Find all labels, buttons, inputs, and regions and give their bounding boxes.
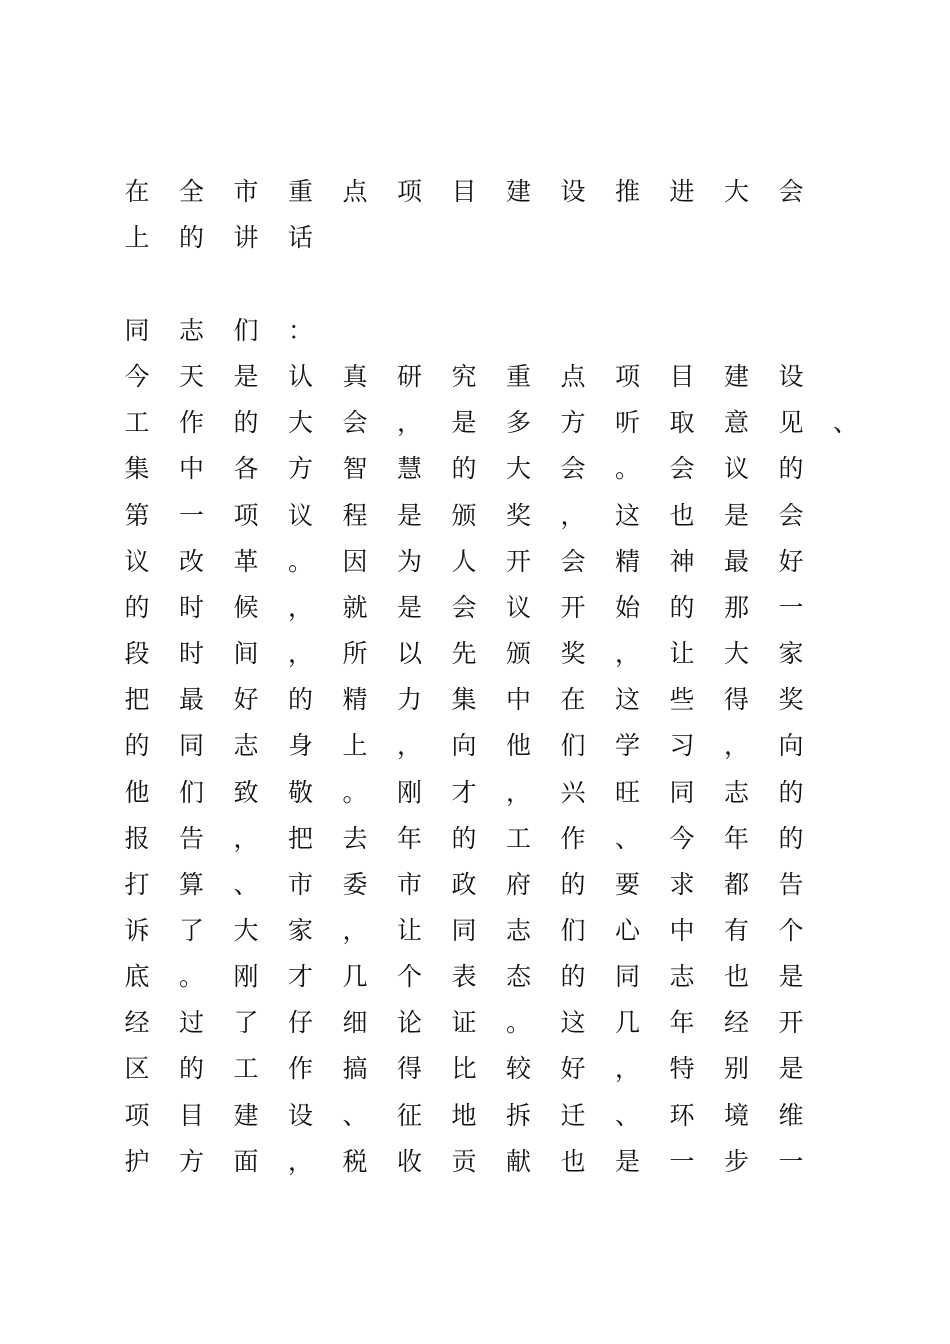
text-char: 上 <box>124 223 150 252</box>
text-char: 别 <box>723 1054 749 1083</box>
text-char: 是 <box>614 1147 640 1176</box>
text-char: 是 <box>778 962 804 991</box>
text-char: 开 <box>560 593 586 622</box>
text-char: 些 <box>669 685 695 714</box>
text-char: 项 <box>233 501 259 530</box>
text-char: 经 <box>124 1008 150 1037</box>
text-char: 的 <box>778 454 804 483</box>
text-char: ， <box>396 731 422 760</box>
text-char: 论 <box>396 1008 422 1037</box>
text-char: 。 <box>178 962 204 991</box>
text-char: 方 <box>178 1147 204 1176</box>
text-char: 刚 <box>233 962 259 991</box>
text-char: 得 <box>723 685 749 714</box>
text-char: 所 <box>342 639 368 668</box>
text-char: 求 <box>669 870 695 899</box>
text-char: 护 <box>124 1147 150 1176</box>
text-char: 把 <box>124 685 150 714</box>
text-char: 议 <box>124 547 150 576</box>
text-char: 为 <box>396 547 422 576</box>
text-char: 同 <box>451 916 477 945</box>
text-char: 表 <box>451 962 477 991</box>
text-char: 家 <box>778 639 804 668</box>
text-char: 程 <box>342 501 368 530</box>
text-char: 建 <box>723 362 749 391</box>
text-char: 才 <box>287 962 313 991</box>
text-char: 维 <box>778 1101 804 1130</box>
text-char: 会 <box>451 593 477 622</box>
text-char: 他 <box>124 778 150 807</box>
text-char: 设 <box>560 177 586 206</box>
text-char: 仔 <box>287 1008 313 1037</box>
body-line <box>0 726 950 766</box>
text-char: 作 <box>560 824 586 853</box>
text-char: 得 <box>396 1054 422 1083</box>
text-char: 志 <box>723 778 749 807</box>
text-char: 是 <box>396 593 422 622</box>
text-char: 市 <box>396 870 422 899</box>
text-char: 了 <box>233 1008 259 1037</box>
text-char: 旺 <box>614 778 640 807</box>
text-char: 取 <box>669 408 695 437</box>
text-char: 始 <box>614 593 640 622</box>
text-char: 致 <box>233 778 259 807</box>
text-char: 迁 <box>560 1101 586 1130</box>
text-char: 精 <box>614 547 640 576</box>
text-char: 打 <box>124 870 150 899</box>
text-char: 时 <box>178 593 204 622</box>
text-char: 会 <box>669 454 695 483</box>
text-char: 会 <box>560 454 586 483</box>
salutation-line <box>0 311 950 351</box>
body-line <box>0 1003 950 1043</box>
text-char: 学 <box>614 731 640 760</box>
text-char: 们 <box>233 316 259 345</box>
text-char: 的 <box>233 408 259 437</box>
text-char: 是 <box>233 362 259 391</box>
text-char: ， <box>287 639 313 668</box>
text-char: ， <box>287 1147 313 1176</box>
text-char: 全 <box>178 177 204 206</box>
body-line <box>0 1096 950 1136</box>
text-char: 作 <box>287 1054 313 1083</box>
text-char: ， <box>614 639 640 668</box>
text-char: 议 <box>723 454 749 483</box>
text-char: 的 <box>778 824 804 853</box>
text-char: 同 <box>124 316 150 345</box>
text-char: 们 <box>560 916 586 945</box>
text-char: 告 <box>178 824 204 853</box>
text-char: 开 <box>505 547 531 576</box>
text-char: 集 <box>124 454 150 483</box>
body-line <box>0 911 950 951</box>
text-char: 志 <box>178 316 204 345</box>
text-char: 这 <box>560 1008 586 1037</box>
text-char: 力 <box>396 685 422 714</box>
text-char: ， <box>723 731 749 760</box>
text-char: 在 <box>124 177 150 206</box>
text-char: 方 <box>287 454 313 483</box>
text-char: 设 <box>287 1101 313 1130</box>
text-char: 多 <box>505 408 531 437</box>
body-line <box>0 588 950 628</box>
text-char: 是 <box>723 501 749 530</box>
text-char: 讲 <box>233 223 259 252</box>
text-char: 会 <box>778 501 804 530</box>
text-char: 的 <box>178 1054 204 1083</box>
text-char: 因 <box>342 547 368 576</box>
text-char: 大 <box>233 916 259 945</box>
text-char: 大 <box>287 408 313 437</box>
text-char: 项 <box>124 1101 150 1130</box>
text-char: 也 <box>669 501 695 530</box>
text-char: 颁 <box>505 639 531 668</box>
text-char: 间 <box>233 639 259 668</box>
text-char: 志 <box>233 731 259 760</box>
text-char: 的 <box>778 778 804 807</box>
text-char: 的 <box>124 593 150 622</box>
text-char: 的 <box>451 454 477 483</box>
text-char: 重 <box>505 362 531 391</box>
text-char: 意 <box>723 408 749 437</box>
text-char: 一 <box>178 501 204 530</box>
text-char: 是 <box>778 1054 804 1083</box>
text-char: 们 <box>178 778 204 807</box>
text-char: 。 <box>287 547 313 576</box>
text-char: 、 <box>832 408 858 437</box>
text-char: 今 <box>124 362 150 391</box>
text-char: 敬 <box>287 778 313 807</box>
text-char: 一 <box>778 1147 804 1176</box>
text-char: 一 <box>669 1147 695 1176</box>
text-char: 一 <box>778 593 804 622</box>
text-char: 工 <box>124 408 150 437</box>
text-char: 也 <box>723 962 749 991</box>
body-line <box>0 819 950 859</box>
text-char: 征 <box>396 1101 422 1130</box>
text-char: 市 <box>287 870 313 899</box>
body-line <box>0 773 950 813</box>
text-char: 中 <box>669 916 695 945</box>
text-char: 也 <box>560 1147 586 1176</box>
text-char: 。 <box>505 1008 531 1037</box>
text-char: 听 <box>614 408 640 437</box>
text-char: 建 <box>505 177 531 206</box>
text-char: 个 <box>778 916 804 945</box>
text-char: 设 <box>778 362 804 391</box>
text-char: 天 <box>178 362 204 391</box>
text-char: 中 <box>505 685 531 714</box>
text-char: 集 <box>451 685 477 714</box>
text-char: 认 <box>287 362 313 391</box>
text-char: 献 <box>505 1147 531 1176</box>
text-char: 项 <box>396 177 422 206</box>
text-char: 见 <box>778 408 804 437</box>
text-char: 经 <box>723 1008 749 1037</box>
text-char: 习 <box>669 731 695 760</box>
text-char: 态 <box>505 962 531 991</box>
text-char: 府 <box>505 870 531 899</box>
text-char: 有 <box>723 916 749 945</box>
text-char: 心 <box>614 916 640 945</box>
text-char: 中 <box>178 454 204 483</box>
text-char: 的 <box>560 962 586 991</box>
text-char: 把 <box>287 824 313 853</box>
text-char: 奖 <box>505 501 531 530</box>
text-char: 年 <box>723 824 749 853</box>
text-char: ： <box>287 316 313 345</box>
body-line <box>0 680 950 720</box>
text-char: 底 <box>124 962 150 991</box>
text-char: 人 <box>451 547 477 576</box>
text-char: 向 <box>778 731 804 760</box>
text-char: 同 <box>614 962 640 991</box>
text-char: 家 <box>287 916 313 945</box>
text-char: 报 <box>124 824 150 853</box>
text-char: 面 <box>233 1147 259 1176</box>
text-char: 年 <box>669 1008 695 1037</box>
text-char: 较 <box>505 1054 531 1083</box>
text-char: 税 <box>342 1147 368 1176</box>
text-char: 目 <box>451 177 477 206</box>
text-char: 让 <box>669 639 695 668</box>
text-char: 段 <box>124 639 150 668</box>
text-char: 的 <box>124 731 150 760</box>
text-char: 身 <box>287 731 313 760</box>
text-char: 境 <box>723 1101 749 1130</box>
text-char: 目 <box>178 1101 204 1130</box>
text-char: 是 <box>451 408 477 437</box>
text-char: 收 <box>396 1147 422 1176</box>
text-char: 去 <box>342 824 368 853</box>
text-char: 会 <box>560 547 586 576</box>
text-char: ， <box>287 593 313 622</box>
body-line <box>0 449 950 489</box>
text-char: 区 <box>124 1054 150 1083</box>
text-char: 在 <box>560 685 586 714</box>
text-char: 个 <box>396 962 422 991</box>
text-char: 点 <box>560 362 586 391</box>
text-char: 刚 <box>396 778 422 807</box>
text-char: 奖 <box>778 685 804 714</box>
text-char: 志 <box>669 962 695 991</box>
text-char: 项 <box>614 362 640 391</box>
text-char: 告 <box>778 870 804 899</box>
text-char: 议 <box>505 593 531 622</box>
text-char: 研 <box>396 362 422 391</box>
text-char: 进 <box>669 177 695 206</box>
text-char: 、 <box>342 1101 368 1130</box>
text-char: 市 <box>233 177 259 206</box>
text-char: 候 <box>233 593 259 622</box>
text-char: 委 <box>342 870 368 899</box>
text-char: 向 <box>451 731 477 760</box>
text-char: 志 <box>505 916 531 945</box>
text-char: 环 <box>669 1101 695 1130</box>
text-char: 。 <box>614 454 640 483</box>
text-char: 几 <box>342 962 368 991</box>
text-char: ， <box>560 501 586 530</box>
text-char: 最 <box>723 547 749 576</box>
text-char: 开 <box>778 1008 804 1037</box>
text-char: 几 <box>614 1008 640 1037</box>
text-char: 他 <box>505 731 531 760</box>
text-char: 特 <box>669 1054 695 1083</box>
body-line <box>0 542 950 582</box>
text-char: 是 <box>396 501 422 530</box>
text-char: 就 <box>342 593 368 622</box>
text-char: ， <box>396 408 422 437</box>
title-line <box>0 218 950 258</box>
text-char: 好 <box>778 547 804 576</box>
body-line <box>0 634 950 674</box>
text-char: 、 <box>233 870 259 899</box>
text-char: 好 <box>233 685 259 714</box>
text-char: 的 <box>451 824 477 853</box>
text-char: 的 <box>669 593 695 622</box>
text-char: 各 <box>233 454 259 483</box>
text-char: 智 <box>342 454 368 483</box>
text-char: 那 <box>723 593 749 622</box>
body-line <box>0 1049 950 1089</box>
text-char: 、 <box>614 1101 640 1130</box>
text-char: 重 <box>287 177 313 206</box>
text-char: 贡 <box>451 1147 477 1176</box>
text-char: 大 <box>723 177 749 206</box>
text-char: 以 <box>396 639 422 668</box>
text-char: 时 <box>178 639 204 668</box>
text-char: 作 <box>178 408 204 437</box>
text-char: ， <box>505 778 531 807</box>
text-char: 搞 <box>342 1054 368 1083</box>
text-char: 话 <box>287 223 313 252</box>
text-char: 推 <box>614 177 640 206</box>
text-char: 改 <box>178 547 204 576</box>
text-char: 都 <box>723 870 749 899</box>
text-char: 这 <box>614 685 640 714</box>
text-char: 革 <box>233 547 259 576</box>
text-char: 工 <box>233 1054 259 1083</box>
text-char: 好 <box>560 1054 586 1083</box>
text-char: 最 <box>178 685 204 714</box>
body-line <box>0 496 950 536</box>
text-char: 目 <box>669 362 695 391</box>
text-char: 点 <box>342 177 368 206</box>
text-char: 大 <box>723 639 749 668</box>
text-char: 上 <box>342 731 368 760</box>
text-char: 的 <box>560 870 586 899</box>
text-char: 算 <box>178 870 204 899</box>
text-char: 这 <box>614 501 640 530</box>
text-char: 第 <box>124 501 150 530</box>
text-char: 会 <box>778 177 804 206</box>
text-char: 真 <box>342 362 368 391</box>
text-char: 过 <box>178 1008 204 1037</box>
text-char: 让 <box>396 916 422 945</box>
text-char: 拆 <box>505 1101 531 1130</box>
text-char: 。 <box>342 778 368 807</box>
body-line <box>0 1142 950 1182</box>
text-char: 今 <box>669 824 695 853</box>
text-char: 细 <box>342 1008 368 1037</box>
text-char: 年 <box>396 824 422 853</box>
text-char: 才 <box>451 778 477 807</box>
text-char: 方 <box>560 408 586 437</box>
text-char: 会 <box>342 408 368 437</box>
text-char: 工 <box>505 824 531 853</box>
text-char: 诉 <box>124 916 150 945</box>
text-char: 大 <box>505 454 531 483</box>
text-char: 先 <box>451 639 477 668</box>
text-char: 究 <box>451 362 477 391</box>
text-char: 建 <box>233 1101 259 1130</box>
text-char: 神 <box>669 547 695 576</box>
text-char: 奖 <box>560 639 586 668</box>
text-char: 议 <box>287 501 313 530</box>
text-char: 的 <box>287 685 313 714</box>
text-char: 步 <box>723 1147 749 1176</box>
text-char: ， <box>614 1054 640 1083</box>
text-char: ， <box>342 916 368 945</box>
text-char: 同 <box>669 778 695 807</box>
text-char: 、 <box>614 824 640 853</box>
text-char: 们 <box>560 731 586 760</box>
text-char: 兴 <box>560 778 586 807</box>
body-line <box>0 957 950 997</box>
text-char: ， <box>233 824 259 853</box>
text-char: 要 <box>614 870 640 899</box>
text-char: 比 <box>451 1054 477 1083</box>
text-char: 的 <box>178 223 204 252</box>
title-line <box>0 172 950 212</box>
body-line <box>0 403 950 443</box>
text-char: 颁 <box>451 501 477 530</box>
text-char: 了 <box>178 916 204 945</box>
text-char: 同 <box>178 731 204 760</box>
text-char: 政 <box>451 870 477 899</box>
body-line <box>0 357 950 397</box>
text-char: 精 <box>342 685 368 714</box>
body-line <box>0 865 950 905</box>
text-char: 慧 <box>396 454 422 483</box>
text-char: 地 <box>451 1101 477 1130</box>
text-char: 证 <box>451 1008 477 1037</box>
